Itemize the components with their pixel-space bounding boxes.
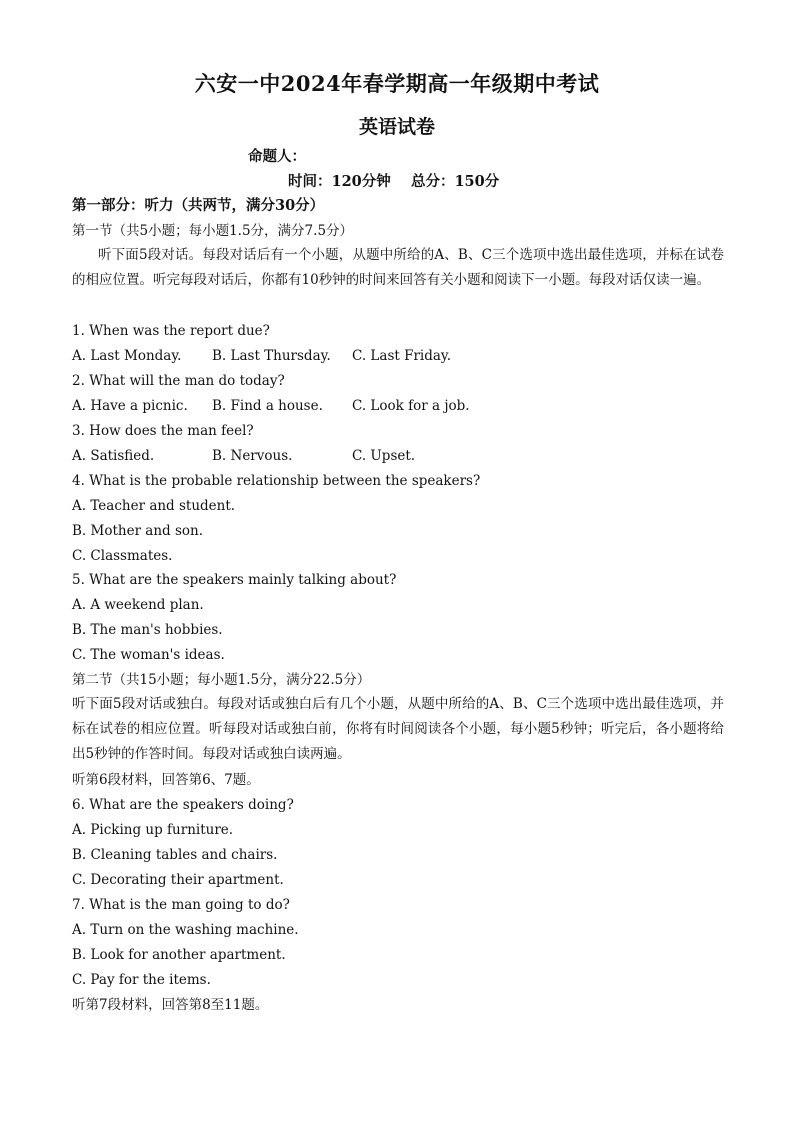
section2-instructions: 听下面5段对话或独白。每段对话或独白后有几个小题，从题中所给的A、B、C三个选项中选出最佳选项，并标在试卷的相应位置。听每段对话或独白前，你将有时间阅读各个小题，每小题5秒钟；听完后，各小题将给出5秒钟的作答时间。每段对话或独白读两遍。 [72, 696, 724, 762]
q5-option-b: B. The man's hobbies. [72, 622, 223, 638]
author-label: 命题人： [248, 148, 306, 165]
question-7: 7. What is the man going to do? [72, 897, 290, 913]
q4-option-c: C. Classmates. [72, 548, 173, 564]
section1-instructions: 听下面5段对话。每段对话后有一个小题，从题中所给的A、B、C三个选项中选出最佳选项，并标在试卷的相应位置。听完每段对话后，你都有10秒钟的时间来回答有关小题和阅读下一小题。每段对话仅读一遍。 [72, 247, 724, 288]
q5-option-a: A. A weekend plan. [72, 597, 204, 613]
q3-option-c: C. Upset. [352, 448, 416, 464]
question-4: 4. What is the probable relationship between the speakers? [72, 473, 481, 489]
q1-option-c: C. Last Friday. [352, 348, 452, 364]
q1-option-a: A. Last Monday. [72, 348, 182, 364]
exam-title: 六安一中2024年春学期高一年级期中考试 [194, 71, 600, 96]
section2-heading: 第二节（共15小题；每小题1.5分，满分22.5分） [72, 672, 371, 688]
question-1: 1. When was the report due? [72, 323, 270, 339]
q6-option-c: C. Decorating their apartment. [72, 872, 284, 888]
question-6: 6. What are the speakers doing? [72, 797, 294, 813]
q2-option-c: C. Look for a job. [352, 398, 470, 414]
q6-option-a: A. Picking up furniture. [72, 822, 234, 838]
material-7-label: 听第7段材料，回答第8至11题。 [72, 997, 269, 1013]
section1-heading: 第一节（共5小题；每小题1.5分，满分7.5分） [72, 223, 354, 239]
question-5: 5. What are the speakers mainly talking about? [72, 572, 397, 588]
q1-option-b: B. Last Thursday. [212, 348, 331, 364]
question-3: 3. How does the man feel? [72, 423, 254, 439]
q3-option-b: B. Nervous. [212, 448, 293, 464]
q5-option-c: C. The woman's ideas. [72, 647, 225, 663]
question-2: 2. What will the man do today? [72, 373, 285, 389]
q2-option-a: A. Have a picnic. [72, 398, 188, 414]
material-6-label: 听第6段材料，回答第6、7题。 [72, 772, 260, 788]
exam-subtitle: 英语试卷 [358, 116, 435, 138]
q7-option-b: B. Look for another apartment. [72, 947, 286, 963]
q4-option-b: B. Mother and son. [72, 523, 204, 539]
q3-option-a: A. Satisfied. [72, 448, 155, 464]
q7-option-c: C. Pay for the items. [72, 972, 211, 988]
time-info: 时间：120分钟 总分：150分 [288, 173, 500, 190]
q7-option-a: A. Turn on the washing machine. [72, 922, 299, 938]
q2-option-b: B. Find a house. [212, 398, 323, 414]
q6-option-b: B. Cleaning tables and chairs. [72, 847, 278, 863]
part1-heading: 第一部分：听力（共两节，满分30分） [72, 197, 325, 214]
q4-option-a: A. Teacher and student. [72, 498, 236, 514]
